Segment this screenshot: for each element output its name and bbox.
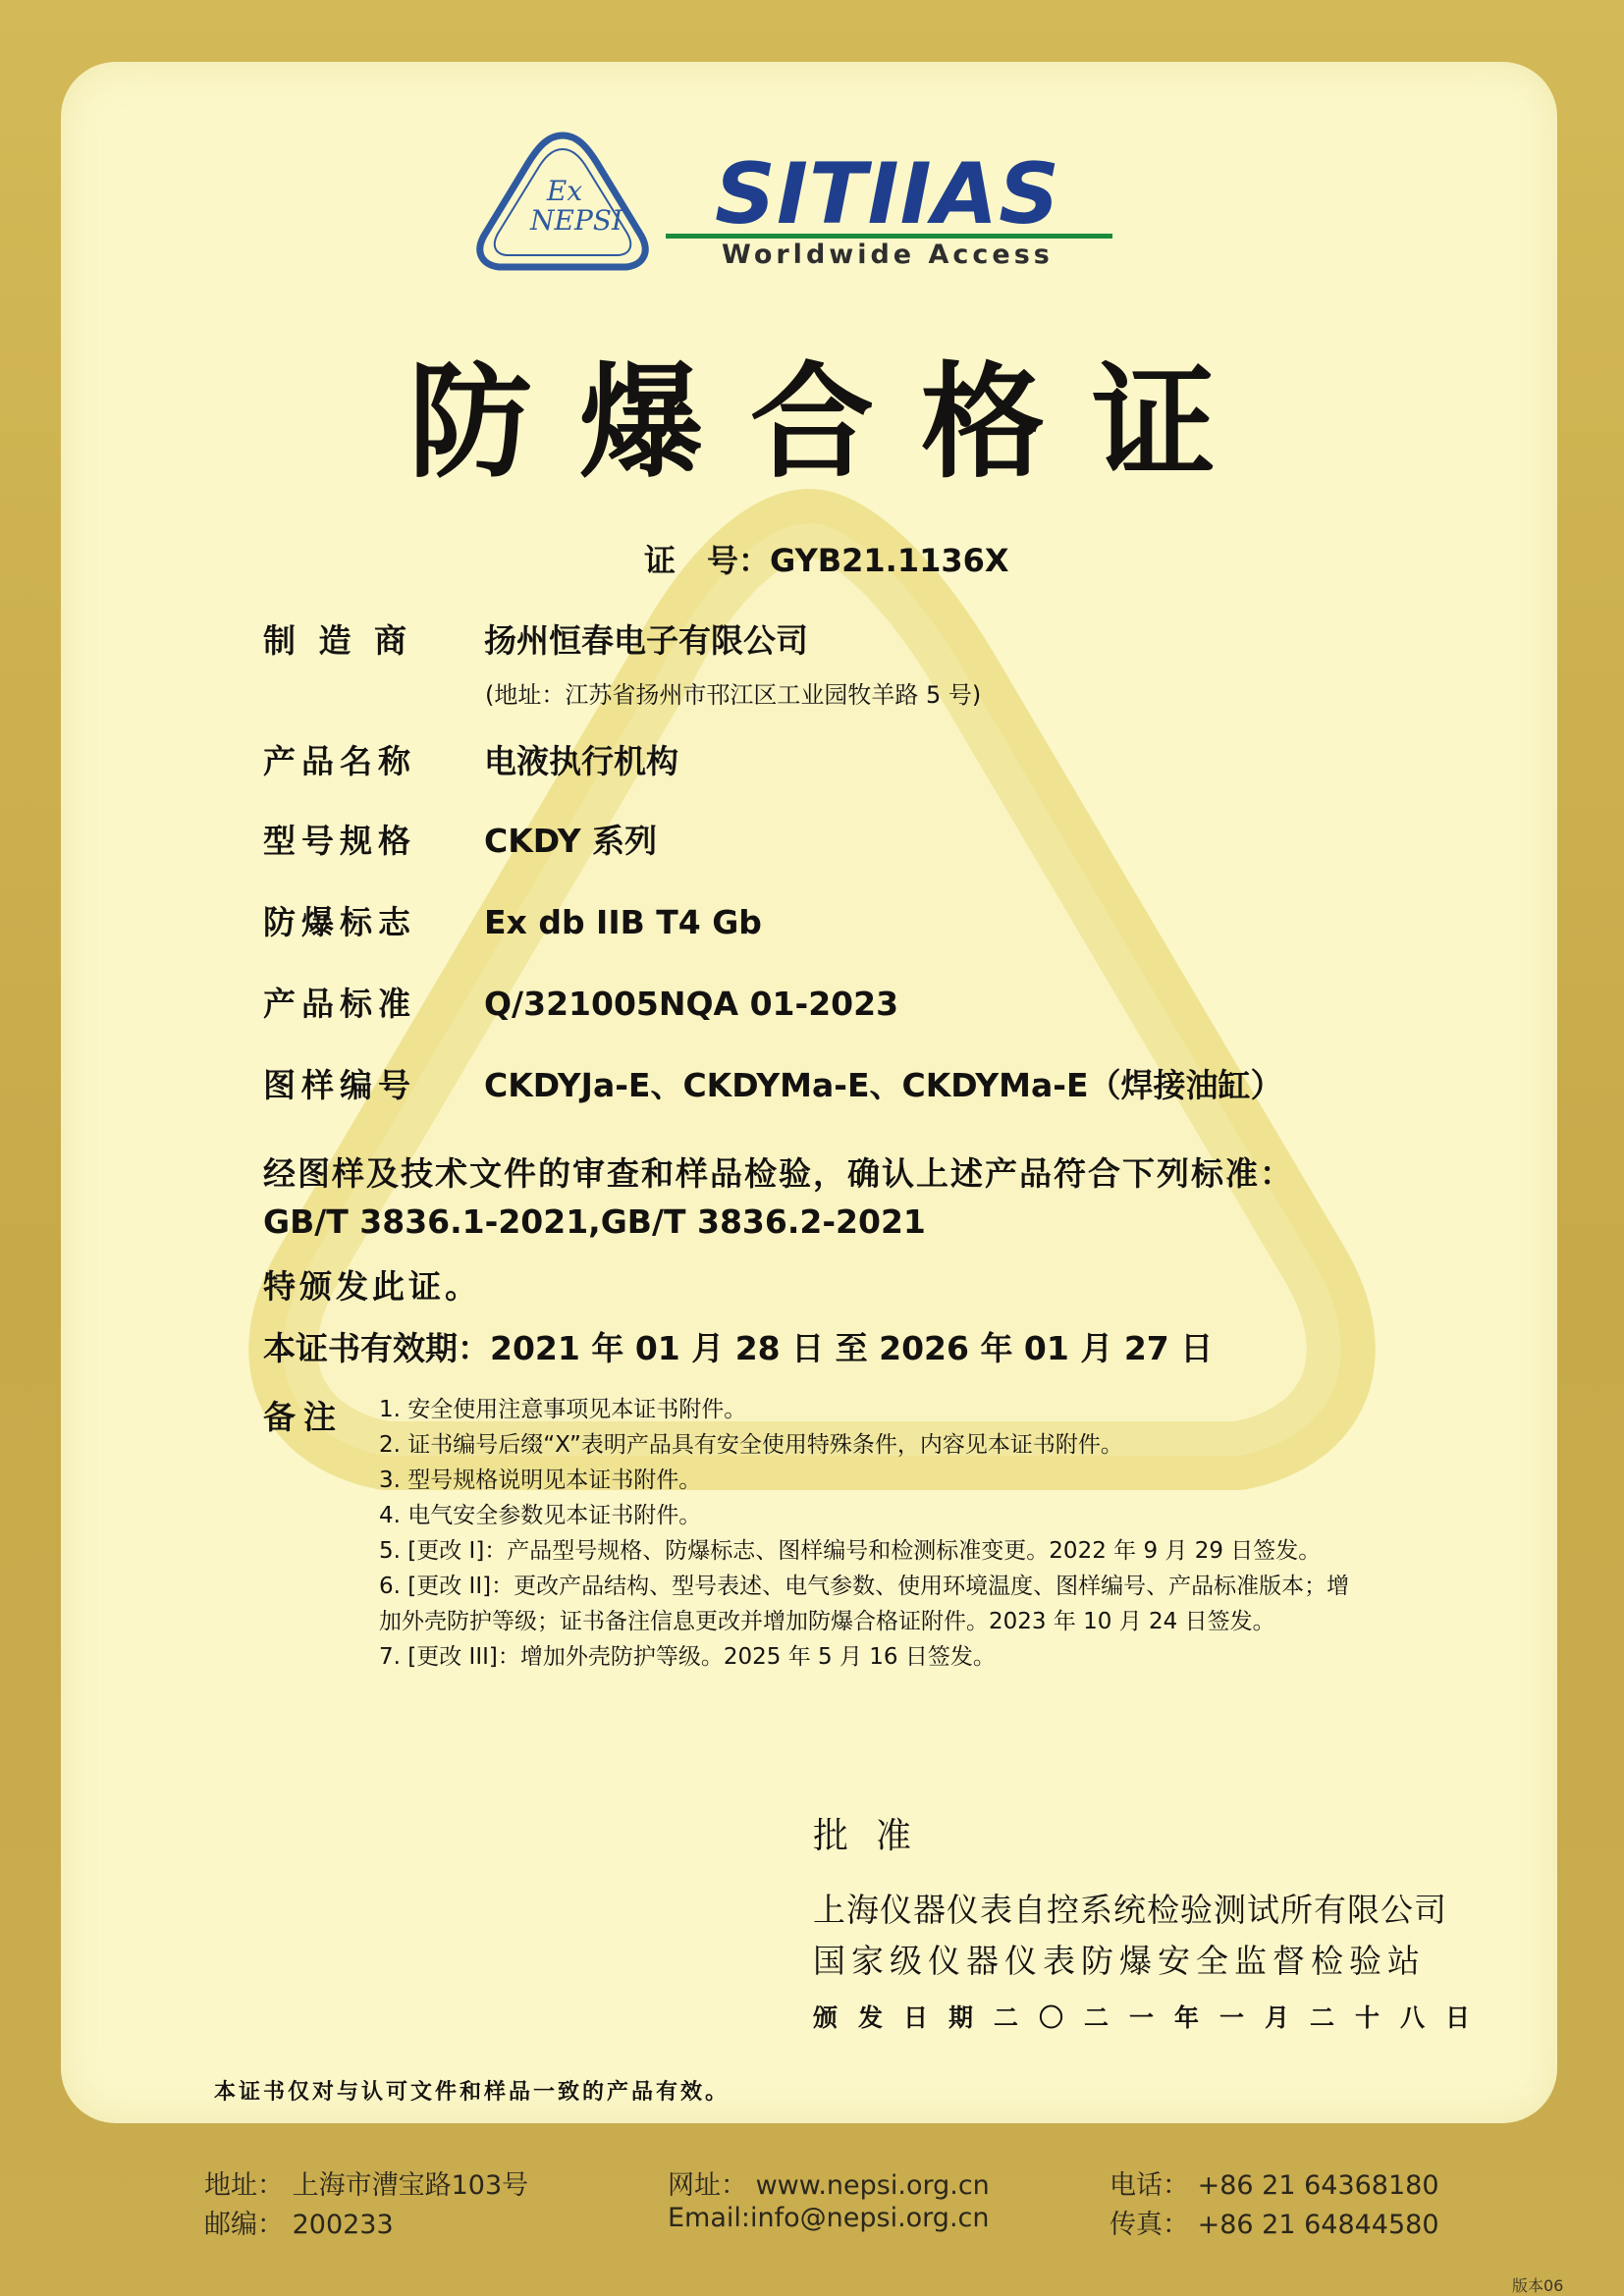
certificate-title: 防爆合格证 (408, 349, 1263, 495)
remark-item: 7. [更改 III]：增加外壳防护等级。2025 年 5 月 16 日签发。 (379, 1644, 996, 1670)
drawing-number-row (263, 1060, 1283, 1106)
sitiias-logo-name: SITIIAS (715, 145, 1061, 243)
version-label: 版本06 (1512, 2276, 1564, 2295)
footer-address: 地址： 上海市漕宝路103号 (204, 2170, 529, 2201)
product-standard-value: Q/321005NQA 01-2023 (484, 985, 899, 1023)
nepsi-logo-text: Ex NEPSI (530, 175, 623, 237)
remarks-list (379, 1392, 1459, 1675)
certificate-number-label: 证 号： (644, 542, 771, 579)
footer-email: Email:info@nepsi.org.cn (668, 2203, 990, 2233)
certificate-number-value: GYB21.1136X (770, 542, 1009, 579)
sitiias-logo-tagline: Worldwide Access (722, 240, 1054, 270)
footer-phone: 电话： +86 21 64368180 (1110, 2170, 1439, 2201)
approval-label: 批准 (813, 1816, 940, 1856)
remarks-label: 备注 (263, 1398, 344, 1436)
statement-line: 经图样及技术文件的审查和样品检验，确认上述产品符合下列标准： (263, 1154, 1294, 1193)
standards-line: GB/T 3836.1-2021,GB/T 3836.2-2021 (263, 1202, 926, 1241)
inspection-station: 国家级仪器仪表防爆安全监督检验站 (813, 1942, 1426, 1980)
ex-marking-label: 防爆标志 (263, 903, 416, 941)
remark-item: 4. 电气安全参数见本证书附件。 (379, 1503, 702, 1528)
ex-marking-row (263, 897, 762, 943)
validity-period: 本证书有效期：2021 年 01 月 28 日 至 2026 年 01 月 27 日 (263, 1329, 1214, 1367)
issued-statement: 特颁发此证。 (263, 1267, 481, 1306)
footer-website: 网址： www.nepsi.org.cn (668, 2170, 990, 2201)
product-name-row (263, 736, 678, 782)
manufacturer-address: (地址：江苏省扬州市邗江区工业园牧羊路 5 号) (485, 681, 982, 709)
manufacturer-label: 制 造 商 (263, 621, 412, 660)
remark-item: 1. 安全使用注意事项见本证书附件。 (379, 1397, 747, 1422)
manufacturer-row (263, 615, 808, 662)
drawing-number-value: CKDYJa-E、CKDYMa-E、CKDYMa-E（焊接油缸） (484, 1066, 1283, 1104)
remark-item: 加外壳防护等级；证书备注信息更改并增加防爆合格证附件。2023 年 10 月 24 日签发。 (379, 1609, 1275, 1634)
model-label: 型号规格 (263, 822, 416, 860)
remark-item: 5. [更改 I]：产品型号规格、防爆标志、图样编号和检测标准变更。2022 年 9 月 29 日签发。 (379, 1538, 1322, 1564)
remark-item: 3. 型号规格说明见本证书附件。 (379, 1468, 702, 1493)
product-name-label: 产品名称 (263, 742, 416, 780)
product-standard-row (263, 979, 898, 1025)
issuing-organization: 上海仪器仪表自控系统检验测试所有限公司 (813, 1891, 1447, 1929)
manufacturer-value: 扬州恒春电子有限公司 (484, 621, 808, 660)
issue-date: 颁发日期二〇二一年一月二十八日 (813, 2003, 1491, 2032)
certificate-number (644, 536, 1009, 581)
model-row (263, 816, 657, 862)
product-name-value: 电液执行机构 (484, 742, 678, 780)
validity-note: 本证书仅对与认可文件和样品一致的产品有效。 (214, 2080, 731, 2105)
model-value: CKDY 系列 (484, 822, 658, 860)
ex-marking-value: Ex db IIB T4 Gb (484, 903, 762, 941)
remark-item: 6. [更改 II]：更改产品结构、型号表述、电气参数、使用环境温度、图样编号、产品标准版本；增 (379, 1574, 1350, 1599)
drawing-number-label: 图样编号 (263, 1066, 416, 1104)
product-standard-label: 产品标准 (263, 985, 416, 1023)
footer-postcode: 邮编： 200233 (204, 2210, 394, 2240)
footer-fax: 传真： +86 21 64844580 (1110, 2210, 1439, 2240)
remark-item: 2. 证书编号后缀“X”表明产品具有安全使用特殊条件，内容见本证书附件。 (379, 1432, 1123, 1458)
